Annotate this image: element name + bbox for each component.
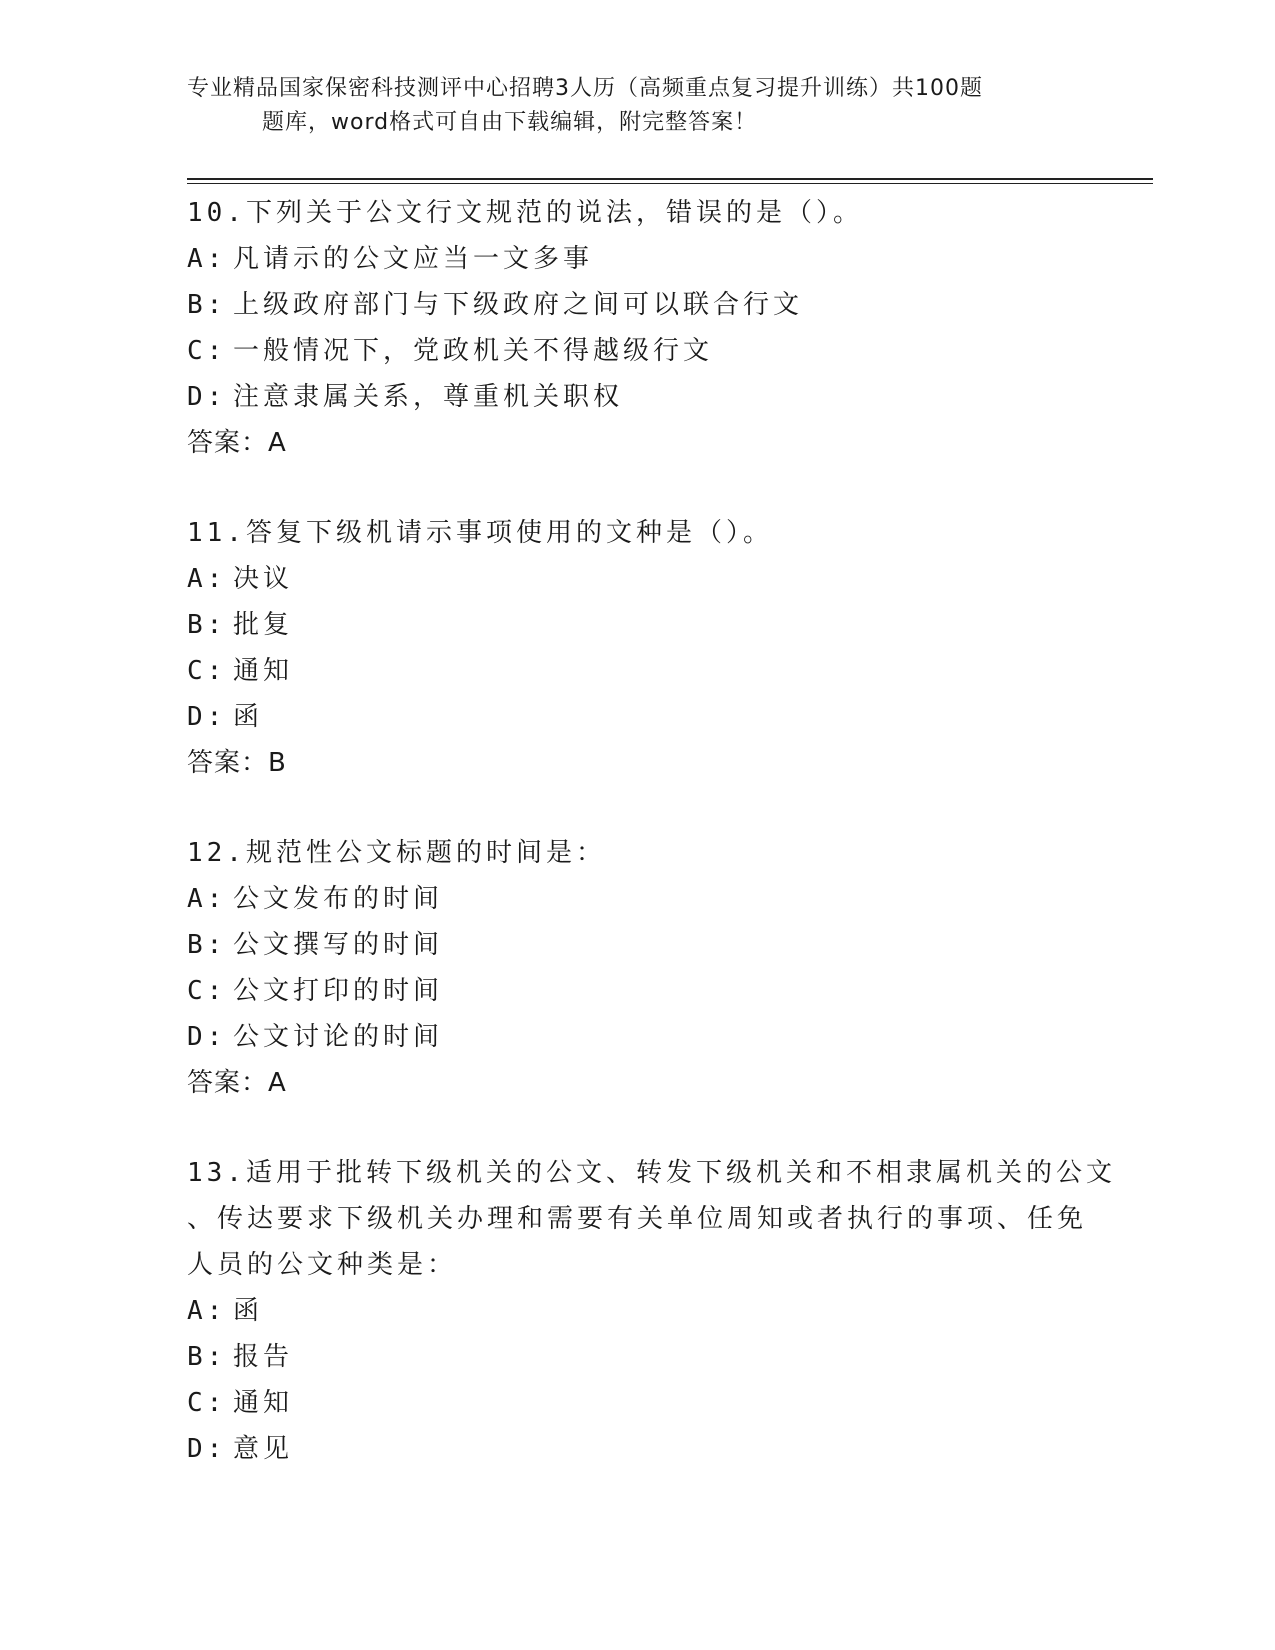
question-11 xyxy=(187,510,1107,786)
option-d xyxy=(187,1014,1107,1060)
option-b xyxy=(187,922,1107,968)
question-10 xyxy=(187,190,1107,466)
header-line-1: 专业精品国家保密科技测评中心招聘3人历（高频重点复习提升训练）共100题 xyxy=(187,76,983,101)
question-stem: 11.答复下级机请示事项使用的文种是（）。 xyxy=(187,518,773,548)
option-key: D: xyxy=(187,1022,227,1052)
option-text: 一般情况下，党政机关不得越级行文 xyxy=(233,336,714,366)
option-text: 函 xyxy=(233,702,264,732)
option-d xyxy=(187,1426,1107,1472)
document-header xyxy=(187,72,1067,140)
option-b xyxy=(187,602,1107,648)
option-text: 决议 xyxy=(233,564,294,594)
option-text: 通知 xyxy=(233,1388,294,1418)
header-rule-thick xyxy=(187,178,1153,180)
question-stem-line-3: 人员的公文种类是： xyxy=(187,1250,458,1280)
option-c xyxy=(187,1380,1107,1426)
option-key: C: xyxy=(187,976,227,1006)
question-stem-line-2: 、传达要求下级机关办理和需要有关单位周知或者执行的事项、任免 xyxy=(187,1204,1088,1234)
option-text: 报告 xyxy=(233,1342,294,1372)
header-rule-thin xyxy=(187,183,1153,184)
answer-line: 答案：A xyxy=(187,1068,287,1098)
option-text: 上级政府部门与下级政府之间可以联合行文 xyxy=(233,290,804,320)
question-12 xyxy=(187,830,1107,1106)
option-key: A: xyxy=(187,244,227,274)
option-a xyxy=(187,876,1107,922)
option-c xyxy=(187,648,1107,694)
option-key: A: xyxy=(187,1296,227,1326)
option-text: 函 xyxy=(233,1296,264,1326)
option-text: 意见 xyxy=(233,1434,294,1464)
option-c xyxy=(187,968,1107,1014)
question-13 xyxy=(187,1150,1116,1472)
option-c xyxy=(187,328,1107,374)
question-list xyxy=(187,190,1116,1472)
answer-line: 答案：B xyxy=(187,748,287,778)
option-text: 通知 xyxy=(233,656,294,686)
option-key: D: xyxy=(187,1434,227,1464)
question-stem: 12.规范性公文标题的时间是： xyxy=(187,838,606,868)
option-a xyxy=(187,236,1107,282)
option-key: B: xyxy=(187,1342,227,1372)
answer-line: 答案：A xyxy=(187,428,287,458)
option-key: D: xyxy=(187,382,227,412)
option-key: A: xyxy=(187,884,227,914)
question-stem-line-1: 13.适用于批转下级机关的公文、转发下级机关和不相隶属机关的公文 xyxy=(187,1158,1116,1188)
option-d xyxy=(187,694,1107,740)
option-text: 公文讨论的时间 xyxy=(233,1022,444,1052)
option-text: 批复 xyxy=(233,610,294,640)
option-key: B: xyxy=(187,610,227,640)
header-line-2: 题库，word格式可自由下载编辑，附完整答案！ xyxy=(262,110,758,135)
option-key: D: xyxy=(187,702,227,732)
option-b xyxy=(187,1334,1107,1380)
question-stem: 10.下列关于公文行文规范的说法，错误的是（）。 xyxy=(187,198,863,228)
option-d xyxy=(187,374,1107,420)
option-text: 凡请示的公文应当一文多事 xyxy=(233,244,594,274)
option-text: 注意隶属关系，尊重机关职权 xyxy=(233,382,624,412)
option-key: B: xyxy=(187,290,227,320)
option-text: 公文打印的时间 xyxy=(233,976,444,1006)
option-key: C: xyxy=(187,656,227,686)
option-key: C: xyxy=(187,336,227,366)
option-b xyxy=(187,282,1107,328)
option-key: A: xyxy=(187,564,227,594)
option-text: 公文撰写的时间 xyxy=(233,930,444,960)
option-a xyxy=(187,556,1107,602)
option-key: B: xyxy=(187,930,227,960)
option-key: C: xyxy=(187,1388,227,1418)
option-a xyxy=(187,1288,1107,1334)
option-text: 公文发布的时间 xyxy=(233,884,444,914)
